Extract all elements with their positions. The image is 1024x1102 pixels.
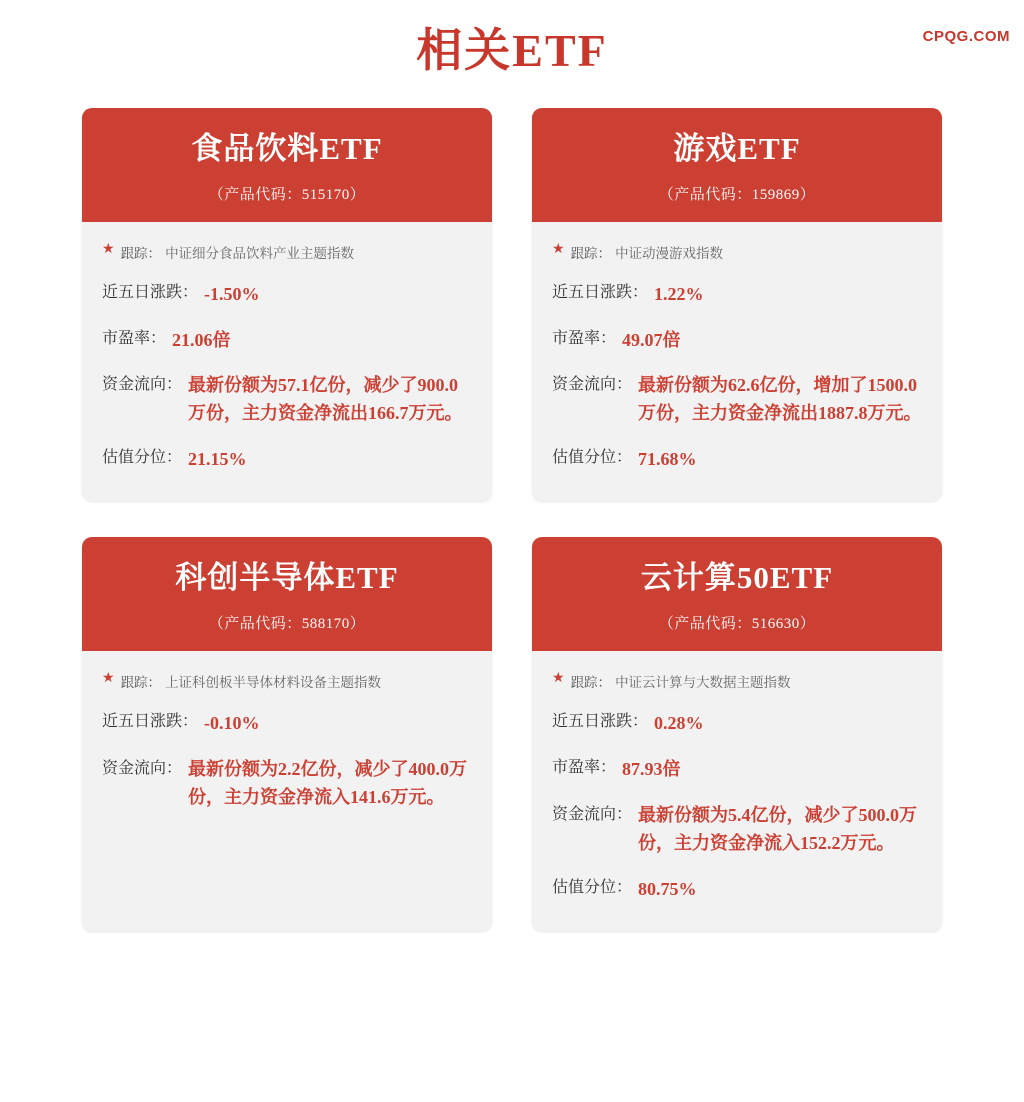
- five-day-change-label: 近五日涨跌：: [552, 283, 649, 301]
- etf-name: 游戏ETF: [673, 130, 801, 166]
- etf-code: （产品代码：588170）: [208, 616, 366, 633]
- fund-flow-row: [102, 747, 472, 821]
- star-icon: ★: [102, 671, 115, 687]
- tracking-label: 跟踪：: [120, 245, 162, 261]
- pe-ratio-value: 87.93倍: [622, 759, 681, 780]
- etf-card-body: [532, 222, 942, 501]
- pe-ratio-label: 市盈率：: [552, 759, 617, 777]
- etf-card[interactable]: [532, 537, 942, 931]
- tracking-index-row: [552, 236, 922, 272]
- five-day-change-value: -1.50%: [204, 283, 260, 304]
- five-day-change-row: [102, 272, 472, 318]
- star-icon: ★: [102, 241, 115, 257]
- five-day-change-value: 0.28%: [654, 713, 704, 734]
- valuation-percentile-row: [552, 867, 922, 913]
- fund-flow-value: 最新份额为5.4亿份，减少了500.0万份，主力资金净流入152.2万元。: [638, 805, 918, 853]
- etf-card[interactable]: [82, 537, 492, 931]
- pe-ratio-label: 市盈率：: [552, 329, 617, 347]
- etf-card-header: [82, 537, 492, 651]
- tracking-index-row: [102, 665, 472, 701]
- valuation-percentile-value: 80.75%: [638, 878, 697, 899]
- valuation-percentile-value: 21.15%: [188, 449, 247, 470]
- five-day-change-label: 近五日涨跌：: [102, 283, 199, 301]
- tracking-label: 跟踪：: [120, 675, 162, 691]
- etf-name: 云计算50ETF: [640, 560, 834, 596]
- etf-card-body: [82, 222, 492, 501]
- etf-card-grid: [82, 108, 942, 931]
- tracking-label: 跟踪：: [570, 675, 612, 691]
- five-day-change-row: [552, 272, 922, 318]
- fund-flow-row: [102, 363, 472, 437]
- etf-card-body: [532, 651, 942, 930]
- fund-flow-label: 资金流向：: [102, 376, 183, 394]
- five-day-change-value: 1.22%: [654, 283, 704, 304]
- tracking-label: 跟踪：: [570, 245, 612, 261]
- five-day-change-row: [552, 701, 922, 747]
- fund-flow-value: 最新份额为57.1亿份，减少了900.0万份，主力资金净流出166.7万元。: [188, 375, 463, 424]
- tracking-value: 中证动漫游戏指数: [615, 245, 724, 261]
- fund-flow-value: 最新份额为62.6亿份，增加了1500.0万份，主力资金净流出1887.8万元。: [638, 375, 922, 424]
- five-day-change-label: 近五日涨跌：: [102, 713, 199, 731]
- valuation-percentile-value: 71.68%: [638, 449, 697, 470]
- pe-ratio-label: 市盈率：: [102, 329, 167, 347]
- tracking-index-row: [102, 236, 472, 272]
- valuation-percentile-label: 估值分位：: [552, 878, 633, 896]
- star-icon: ★: [552, 241, 565, 257]
- valuation-percentile-row: [552, 437, 922, 483]
- tracking-value: 中证细分食品饮料产业主题指数: [165, 245, 355, 261]
- etf-code: （产品代码：516630）: [658, 616, 816, 633]
- etf-code: （产品代码：159869）: [658, 186, 816, 203]
- tracking-index-row: [552, 665, 922, 701]
- tracking-value: 中证云计算与大数据主题指数: [615, 675, 791, 691]
- etf-card-header: [532, 108, 942, 222]
- fund-flow-row: [552, 793, 922, 867]
- etf-name: 科创半导体ETF: [175, 560, 399, 596]
- star-icon: ★: [552, 671, 565, 687]
- five-day-change-row: [102, 701, 472, 747]
- etf-card-body: [82, 651, 492, 930]
- five-day-change-value: -0.10%: [204, 713, 260, 734]
- etf-card-header: [532, 537, 942, 651]
- fund-flow-label: 资金流向：: [552, 806, 633, 824]
- valuation-percentile-label: 估值分位：: [552, 449, 633, 467]
- valuation-percentile-label: 估值分位：: [102, 449, 183, 467]
- page-title: 相关ETF: [416, 25, 608, 76]
- five-day-change-label: 近五日涨跌：: [552, 713, 649, 731]
- etf-card[interactable]: [82, 108, 492, 502]
- fund-flow-value: 最新份额为2.2亿份，减少了400.0万份，主力资金净流入141.6万元。: [188, 759, 468, 808]
- valuation-percentile-row: [102, 437, 472, 483]
- fund-flow-label: 资金流向：: [102, 760, 183, 778]
- etf-card-header: [82, 108, 492, 222]
- etf-code: （产品代码：515170）: [208, 186, 366, 203]
- site-watermark: CPQG.COM: [922, 28, 1010, 45]
- fund-flow-label: 资金流向：: [552, 376, 633, 394]
- etf-card[interactable]: [532, 108, 942, 502]
- pe-ratio-row: [552, 318, 922, 364]
- etf-name: 食品饮料ETF: [191, 130, 383, 166]
- pe-ratio-value: 21.06倍: [172, 329, 231, 350]
- pe-ratio-row: [102, 318, 472, 364]
- tracking-value: 上证科创板半导体材料设备主题指数: [165, 675, 382, 691]
- fund-flow-row: [552, 363, 922, 437]
- pe-ratio-value: 49.07倍: [622, 329, 681, 350]
- pe-ratio-row: [552, 747, 922, 793]
